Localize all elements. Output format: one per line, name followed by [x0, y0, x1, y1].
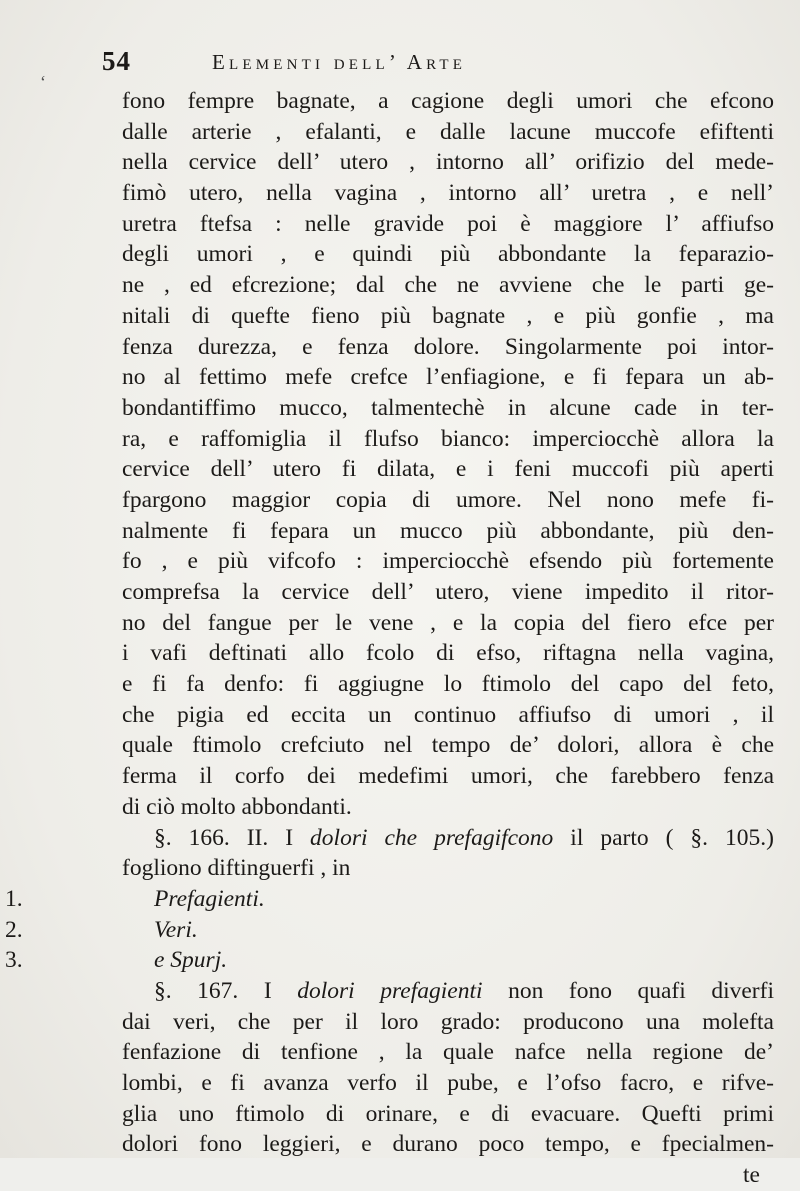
text-line: dolori fono leggieri, e durano poco tempo, e fpecialmen-	[122, 1131, 774, 1158]
section-title: dolori che prefagifcono	[310, 824, 554, 851]
text-line: no del fangue per le vene , e la copia del fiero efce per	[122, 609, 774, 636]
margin-mark: ‘	[40, 72, 46, 92]
list-item	[5, 915, 774, 946]
list-number: 1.	[5, 885, 23, 912]
list-text: Prefagienti.	[154, 885, 265, 912]
body-text	[5, 86, 774, 1191]
text-line: fo , e più vifcofo : imperciocchè efsendo più fortemente	[122, 548, 774, 575]
text-line: fogliono diftinguerfi , in	[122, 855, 351, 882]
text-line: che pigia ed eccita un continuo affiufso di umori , il	[122, 701, 774, 728]
text-line: fenfazione di tenfione , la quale nafce nella regione de’	[122, 1039, 774, 1066]
text-line: nitali di quefte fieno più bagnate , e più gonfie , ma	[122, 302, 774, 329]
section-title: dolori prefagienti	[297, 977, 483, 1004]
list-number: 2.	[5, 916, 23, 943]
text-line: dai veri, che per il loro grado: producono una molefta	[122, 1008, 774, 1035]
text-line: cervice dell’ utero fi dilata, e i feni muccofi più aperti	[122, 456, 774, 483]
text-line: fimò utero, nella vagina , intorno all’ uretra , e nell’	[122, 180, 774, 207]
text-line: i vafi deftinati allo fcolo di efso, riftagna nella vagina,	[122, 640, 774, 667]
text-line: comprefsa la cervice dell’ utero, viene impedito il ritor-	[122, 579, 774, 605]
text-line: fenza durezza, e fenza dolore. Singolarmente poi intor-	[122, 333, 774, 360]
text-line: ra, e raffomiglia il flufso bianco: imperciocchè allora la	[122, 425, 774, 452]
list-item	[5, 884, 774, 915]
section-reference: il parto ( §. 105.)	[553, 824, 774, 851]
text-line: no al fettimo mefe crefce l’enfiagione, e fi fepara un ab-	[122, 364, 774, 391]
list-text: e Spurj.	[154, 947, 228, 974]
text-line: nella cervice dell’ utero , intorno all’ orifizio del mede-	[122, 149, 774, 176]
text-line: quale ftimolo crefciuto nel tempo de’ dolori, allora è che	[122, 732, 774, 759]
section-text: non fono quafi diverfi	[482, 977, 774, 1004]
text-line: bondantiffimo mucco, talmentechè in alcune cade in ter-	[122, 394, 774, 421]
catchword: te	[743, 1162, 760, 1189]
text-line: dalle arterie , efalanti, e dalle lacune muccofe efiftenti	[122, 118, 774, 145]
list-number: 3.	[5, 947, 23, 974]
text-line: e fi fa denfo: fi aggiugne lo ftimolo del capo del feto,	[122, 671, 774, 698]
text-line: di ciò molto abbondanti.	[122, 793, 352, 820]
text-line: uretra ftefsa : nelle gravide poi è maggiore l’ affiufso	[122, 210, 774, 237]
page-number: 54	[102, 46, 131, 76]
section-number: §. 166. II. I	[154, 824, 311, 851]
text-line: glia uno ftimolo di orinare, e di evacuare. Quefti primi	[122, 1100, 774, 1127]
text-line: fono fempre bagnate, a cagione degli umori che efcono	[122, 88, 774, 114]
list-item	[5, 945, 774, 976]
list-text: Veri.	[154, 916, 198, 943]
section-heading-166	[122, 823, 774, 854]
text-line: nalmente fi fepara un mucco più abbondante, più den-	[122, 517, 774, 544]
section-number: §. 167. I	[154, 977, 298, 1004]
text-line: ne , ed efcrezione; dal che ne avviene che le parti ge-	[122, 272, 774, 299]
text-line: lombi, e fi avanza verfo il pube, e l’ofso facro, e rifve-	[122, 1070, 774, 1096]
section-heading-167	[122, 976, 774, 1007]
page-header	[100, 44, 780, 80]
text-line: ferma il corfo dei medefimi umori, che farebbero fenza	[122, 763, 774, 790]
text-line: degli umori , e quindi più abbondante la feparazio-	[122, 241, 774, 268]
running-title: Elementi dell’ Arte	[212, 50, 467, 74]
text-line: fpargono maggior copia di umore. Nel nono mefe fi-	[122, 486, 774, 513]
